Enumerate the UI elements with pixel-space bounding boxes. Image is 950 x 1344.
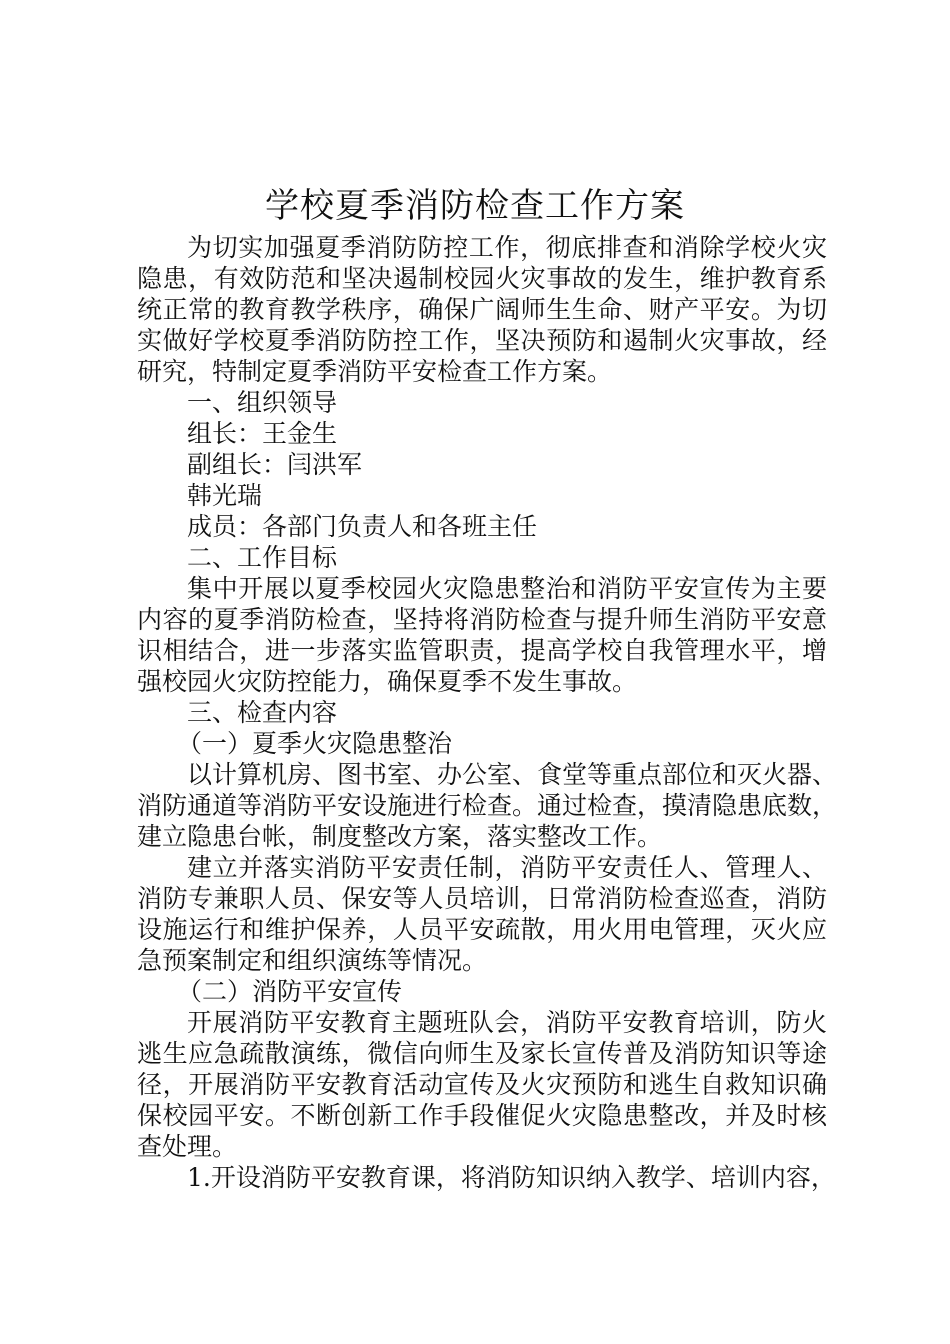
paragraph-line: 内容的夏季消防检查，坚持将消防检查与提升师生消防平安意 xyxy=(137,605,827,634)
members-line: 成员：各部门负责人和各班主任 xyxy=(187,512,538,541)
subsection-heading: （一）夏季火灾隐患整治 xyxy=(177,729,453,758)
document-body xyxy=(137,232,838,1193)
paragraph-line: 建立并落实消防平安责任制，消防平安责任人、管理人、 xyxy=(187,853,827,882)
section-heading: 二、工作目标 xyxy=(187,543,338,572)
paragraph-line: 消防通道等消防平安设施进行检查。通过检查，摸清隐患底数， xyxy=(137,791,838,820)
paragraph-line: 识相结合，进一步落实监管职责，提高学校自我管理水平，增 xyxy=(137,636,827,665)
paragraph-line: 建立隐患台帐，制度整改方案，落实整改工作。 xyxy=(137,822,663,851)
paragraph-line: 消防专兼职人员、保安等人员培训，日常消防检查巡查，消防 xyxy=(137,884,827,913)
paragraph-line: 径，开展消防平安教育活动宣传及火灾预防和逃生自救知识确 xyxy=(137,1070,827,1099)
numbered-item-line: 1.开设消防平安教育课，将消防知识纳入教学、培训内容， xyxy=(187,1163,836,1192)
paragraph-line: 逃生应急疏散演练，微信向师生及家长宣传普及消防知识等途 xyxy=(137,1039,827,1068)
paragraph-line: 查处理。 xyxy=(137,1132,238,1161)
paragraph-line: 设施运行和维护保养，人员平安疏散，用火用电管理，灭火应 xyxy=(137,915,827,944)
subsection-heading: （二）消防平安宣传 xyxy=(177,977,403,1006)
leader-line: 组长：王金生 xyxy=(187,419,338,448)
paragraph-line: 以计算机房、图书室、办公室、食堂等重点部位和灭火器、 xyxy=(187,760,838,789)
paragraph-line: 保校园平安。不断创新工作手段催促火灾隐患整改，并及时核 xyxy=(137,1101,827,1130)
paragraph-line: 统正常的教育教学秩序，确保广阔师生生命、财产平安。为切 xyxy=(137,295,827,324)
paragraph-line: 集中开展以夏季校园火灾隐患整治和消防平安宣传为主要 xyxy=(187,574,827,603)
paragraph-line: 急预案制定和组织演练等情况。 xyxy=(137,946,488,975)
document-title: 学校夏季消防检查工作方案 xyxy=(265,186,685,226)
deputy-leader-line: 副组长：闫洪军 xyxy=(187,450,363,479)
paragraph-line: 研究，特制定夏季消防平安检查工作方案。 xyxy=(137,357,613,386)
section-heading: 一、组织领导 xyxy=(187,388,338,417)
paragraph-line: 为切实加强夏季消防防控工作，彻底排查和消除学校火灾 xyxy=(187,233,827,262)
section-heading: 三、检查内容 xyxy=(187,698,338,727)
paragraph-line: 实做好学校夏季消防防控工作，坚决预防和遏制火灾事故，经 xyxy=(137,326,827,355)
deputy-leader-line: 韩光瑞 xyxy=(187,481,263,510)
paragraph-line: 强校园火灾防控能力，确保夏季不发生事故。 xyxy=(137,667,638,696)
paragraph-line: 隐患，有效防范和坚决遏制校园火灾事故的发生，维护教育系 xyxy=(137,264,827,293)
paragraph-line: 开展消防平安教育主题班队会，消防平安教育培训，防火 xyxy=(187,1008,827,1037)
